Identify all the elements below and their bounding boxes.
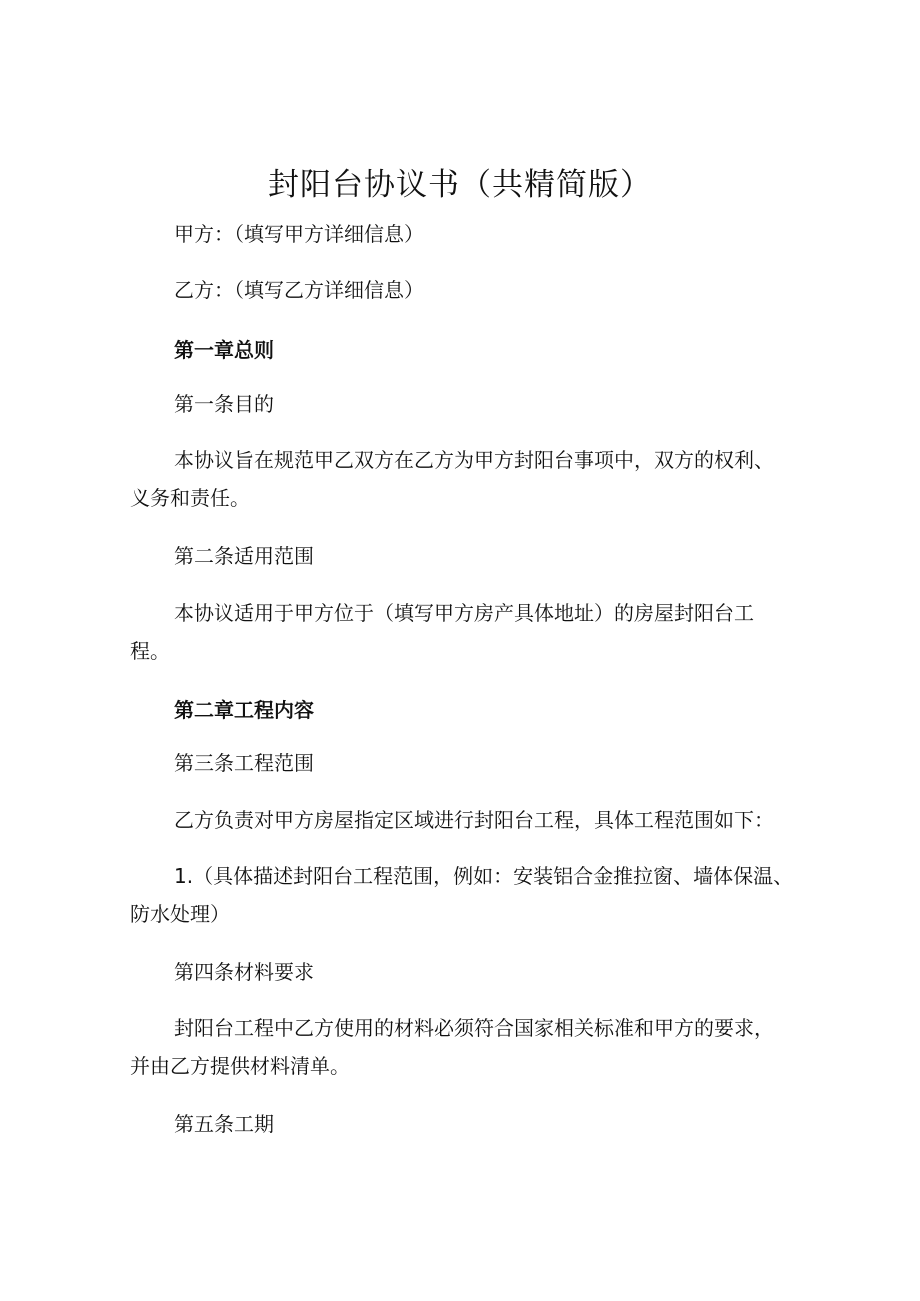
article-2-text-line-1: 本协议适用于甲方位于（填写甲方房产具体地址）的房屋封阳台工 bbox=[174, 601, 754, 625]
article-4-text-line-1: 封阳台工程中乙方使用的材料必须符合国家相关标准和甲方的要求， bbox=[174, 1016, 774, 1040]
article-3-title: 第三条工程范围 bbox=[174, 751, 314, 775]
article-1-title: 第一条目的 bbox=[174, 392, 274, 416]
article-1-text-line-1: 本协议旨在规范甲乙双方在乙方为甲方封阳台事项中，双方的权利、 bbox=[174, 448, 774, 472]
party-a-info: 甲方：（填写甲方详细信息） bbox=[174, 222, 424, 246]
chapter-2-heading: 第二章工程内容 bbox=[174, 698, 314, 722]
chapter-1-heading: 第一章总则 bbox=[174, 338, 274, 362]
article-2-text-line-2: 程。 bbox=[130, 639, 170, 663]
article-5-title: 第五条工期 bbox=[174, 1112, 274, 1136]
article-3-item-1-line-1: 1.（具体描述封阳台工程范围，例如：安装铝合金推拉窗、墙体保温、 bbox=[174, 864, 794, 888]
party-b-info: 乙方：（填写乙方详细信息） bbox=[174, 278, 424, 302]
article-2-title: 第二条适用范围 bbox=[174, 544, 314, 568]
article-4-text-line-2: 并由乙方提供材料清单。 bbox=[130, 1054, 350, 1078]
article-4-title: 第四条材料要求 bbox=[174, 960, 314, 984]
document-title: 封阳台协议书（共精简版） bbox=[268, 167, 652, 203]
article-3-text: 乙方负责对甲方房屋指定区域进行封阳台工程，具体工程范围如下： bbox=[174, 808, 774, 832]
article-3-item-1-line-2: 防水处理） bbox=[130, 902, 230, 926]
article-1-text-line-2: 义务和责任。 bbox=[130, 486, 250, 510]
